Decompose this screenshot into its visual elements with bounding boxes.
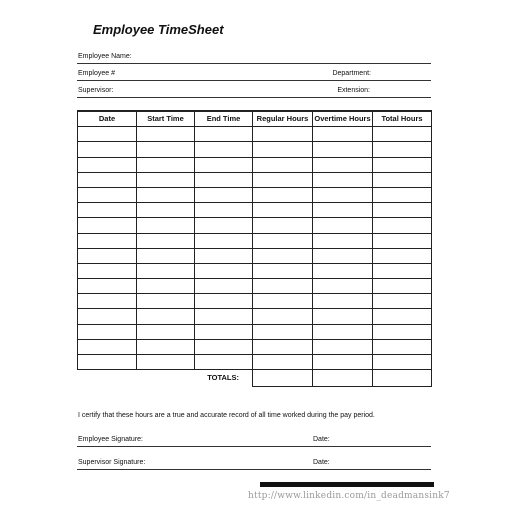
total-hours-cell[interactable] — [373, 233, 432, 248]
end-time-cell[interactable] — [195, 233, 253, 248]
start-time-cell[interactable] — [137, 263, 195, 278]
date-cell[interactable] — [78, 355, 137, 370]
col-header-overtime-hours: Overtime Hours — [313, 111, 373, 127]
col-header-date: Date — [78, 111, 137, 127]
employee-name-label: Employee Name: — [78, 53, 132, 60]
certification-text: I certify that these hours are a true and accurate record of all time worked during the pay period. — [78, 412, 375, 419]
regular-hours-cell[interactable] — [253, 324, 313, 339]
end-time-cell[interactable] — [195, 218, 253, 233]
start-time-cell[interactable] — [137, 309, 195, 324]
regular-hours-cell[interactable] — [253, 294, 313, 309]
end-time-cell[interactable] — [195, 324, 253, 339]
date-cell[interactable] — [78, 127, 137, 142]
total-hours-cell[interactable] — [373, 279, 432, 294]
regular-hours-cell[interactable] — [253, 248, 313, 263]
end-time-cell[interactable] — [195, 203, 253, 218]
overtime-hours-cell[interactable] — [313, 218, 373, 233]
overtime-hours-cell[interactable] — [313, 203, 373, 218]
date-cell[interactable] — [78, 218, 137, 233]
regular-hours-cell[interactable] — [253, 355, 313, 370]
start-time-cell[interactable] — [137, 248, 195, 263]
table-row — [78, 294, 432, 309]
col-header-start-time: Start Time — [137, 111, 195, 127]
overtime-hours-cell[interactable] — [313, 324, 373, 339]
overtime-hours-cell[interactable] — [313, 142, 373, 157]
page-title: Employee TimeSheet — [93, 22, 224, 37]
total-hours-cell[interactable] — [373, 218, 432, 233]
employee-number-row — [77, 66, 431, 81]
overtime-hours-cell[interactable] — [313, 157, 373, 172]
start-time-cell[interactable] — [137, 187, 195, 202]
col-header-regular-hours: Regular Hours — [253, 111, 313, 127]
supervisor-label: Supervisor: — [78, 87, 114, 94]
col-header-end-time: End Time — [195, 111, 253, 127]
table-row — [78, 309, 432, 324]
date-cell[interactable] — [78, 203, 137, 218]
date-cell[interactable] — [78, 324, 137, 339]
regular-hours-cell[interactable] — [253, 187, 313, 202]
end-time-cell[interactable] — [195, 294, 253, 309]
table-row — [78, 324, 432, 339]
timesheet-table — [77, 110, 432, 387]
end-time-cell[interactable] — [195, 127, 253, 142]
overtime-hours-cell[interactable] — [313, 263, 373, 278]
overtime-hours-cell[interactable] — [313, 233, 373, 248]
supervisor-signature-row[interactable] — [77, 457, 431, 470]
total-hours-cell[interactable] — [373, 339, 432, 354]
extension-label: Extension: — [337, 87, 370, 94]
total-hours-cell[interactable] — [373, 294, 432, 309]
regular-hours-cell[interactable] — [253, 218, 313, 233]
totals-overtime-hours-cell[interactable] — [313, 370, 373, 387]
supervisor-signature-date-label: Date: — [313, 459, 330, 466]
regular-hours-cell[interactable] — [253, 339, 313, 354]
table-row — [78, 203, 432, 218]
table-row — [78, 339, 432, 354]
date-cell[interactable] — [78, 339, 137, 354]
totals-row — [78, 370, 432, 387]
regular-hours-cell[interactable] — [253, 309, 313, 324]
end-time-cell[interactable] — [195, 309, 253, 324]
overtime-hours-cell[interactable] — [313, 355, 373, 370]
total-hours-cell[interactable] — [373, 309, 432, 324]
table-row — [78, 279, 432, 294]
table-row — [78, 172, 432, 187]
date-cell[interactable] — [78, 157, 137, 172]
total-hours-cell[interactable] — [373, 187, 432, 202]
total-hours-cell[interactable] — [373, 142, 432, 157]
end-time-cell[interactable] — [195, 172, 253, 187]
end-time-cell[interactable] — [195, 339, 253, 354]
regular-hours-cell[interactable] — [253, 127, 313, 142]
overtime-hours-cell[interactable] — [313, 279, 373, 294]
date-cell[interactable] — [78, 263, 137, 278]
employee-number-label: Employee # — [78, 70, 115, 77]
date-cell[interactable] — [78, 309, 137, 324]
table-row — [78, 157, 432, 172]
table-row — [78, 233, 432, 248]
regular-hours-cell[interactable] — [253, 203, 313, 218]
date-cell[interactable] — [78, 233, 137, 248]
end-time-cell[interactable] — [195, 142, 253, 157]
employee-signature-label: Employee Signature: — [78, 436, 143, 443]
end-time-cell[interactable] — [195, 263, 253, 278]
start-time-cell[interactable] — [137, 172, 195, 187]
table-row — [78, 355, 432, 370]
regular-hours-cell[interactable] — [253, 279, 313, 294]
employee-name-field[interactable] — [77, 49, 431, 64]
overtime-hours-cell[interactable] — [313, 248, 373, 263]
end-time-cell[interactable] — [195, 157, 253, 172]
start-time-cell[interactable] — [137, 279, 195, 294]
col-header-total-hours: Total Hours — [373, 111, 432, 127]
totals-regular-hours-cell[interactable] — [253, 370, 313, 387]
date-cell[interactable] — [78, 187, 137, 202]
regular-hours-cell[interactable] — [253, 142, 313, 157]
table-row — [78, 187, 432, 202]
watermark-text: http://www.linkedin.com/in_deadmansink7 — [248, 491, 450, 501]
start-time-cell[interactable] — [137, 339, 195, 354]
total-hours-cell[interactable] — [373, 172, 432, 187]
overtime-hours-cell[interactable] — [313, 187, 373, 202]
supervisor-signature-label: Supervisor Signature: — [78, 459, 146, 466]
total-hours-cell[interactable] — [373, 127, 432, 142]
total-hours-cell[interactable] — [373, 324, 432, 339]
regular-hours-cell[interactable] — [253, 157, 313, 172]
date-cell[interactable] — [78, 142, 137, 157]
end-time-cell[interactable] — [195, 248, 253, 263]
overtime-hours-cell[interactable] — [313, 294, 373, 309]
total-hours-cell[interactable] — [373, 248, 432, 263]
start-time-cell[interactable] — [137, 324, 195, 339]
total-hours-cell[interactable] — [373, 263, 432, 278]
end-time-cell[interactable] — [195, 279, 253, 294]
overtime-hours-cell[interactable] — [313, 172, 373, 187]
employee-signature-row[interactable] — [77, 434, 431, 447]
overtime-hours-cell[interactable] — [313, 339, 373, 354]
footer-bar — [260, 482, 434, 487]
date-cell[interactable] — [78, 294, 137, 309]
date-cell[interactable] — [78, 248, 137, 263]
totals-label: TOTALS: — [207, 373, 239, 383]
department-label: Department: — [332, 70, 371, 77]
table-header-row — [78, 111, 432, 127]
table-row — [78, 142, 432, 157]
start-time-cell[interactable] — [137, 157, 195, 172]
start-time-cell[interactable] — [137, 355, 195, 370]
total-hours-cell[interactable] — [373, 157, 432, 172]
total-hours-cell[interactable] — [373, 355, 432, 370]
regular-hours-cell[interactable] — [253, 172, 313, 187]
date-cell[interactable] — [78, 279, 137, 294]
overtime-hours-cell[interactable] — [313, 127, 373, 142]
start-time-cell[interactable] — [137, 218, 195, 233]
employee-signature-date-label: Date: — [313, 436, 330, 443]
end-time-cell[interactable] — [195, 187, 253, 202]
end-time-cell[interactable] — [195, 355, 253, 370]
start-time-cell[interactable] — [137, 294, 195, 309]
date-cell[interactable] — [78, 172, 137, 187]
table-row — [78, 127, 432, 142]
overtime-hours-cell[interactable] — [313, 309, 373, 324]
start-time-cell[interactable] — [137, 142, 195, 157]
supervisor-row — [77, 83, 431, 98]
start-time-cell[interactable] — [137, 203, 195, 218]
regular-hours-cell[interactable] — [253, 233, 313, 248]
totals-total-hours-cell[interactable] — [373, 370, 432, 387]
table-row — [78, 263, 432, 278]
regular-hours-cell[interactable] — [253, 263, 313, 278]
total-hours-cell[interactable] — [373, 203, 432, 218]
start-time-cell[interactable] — [137, 233, 195, 248]
table-row — [78, 218, 432, 233]
start-time-cell[interactable] — [137, 127, 195, 142]
table-row — [78, 248, 432, 263]
